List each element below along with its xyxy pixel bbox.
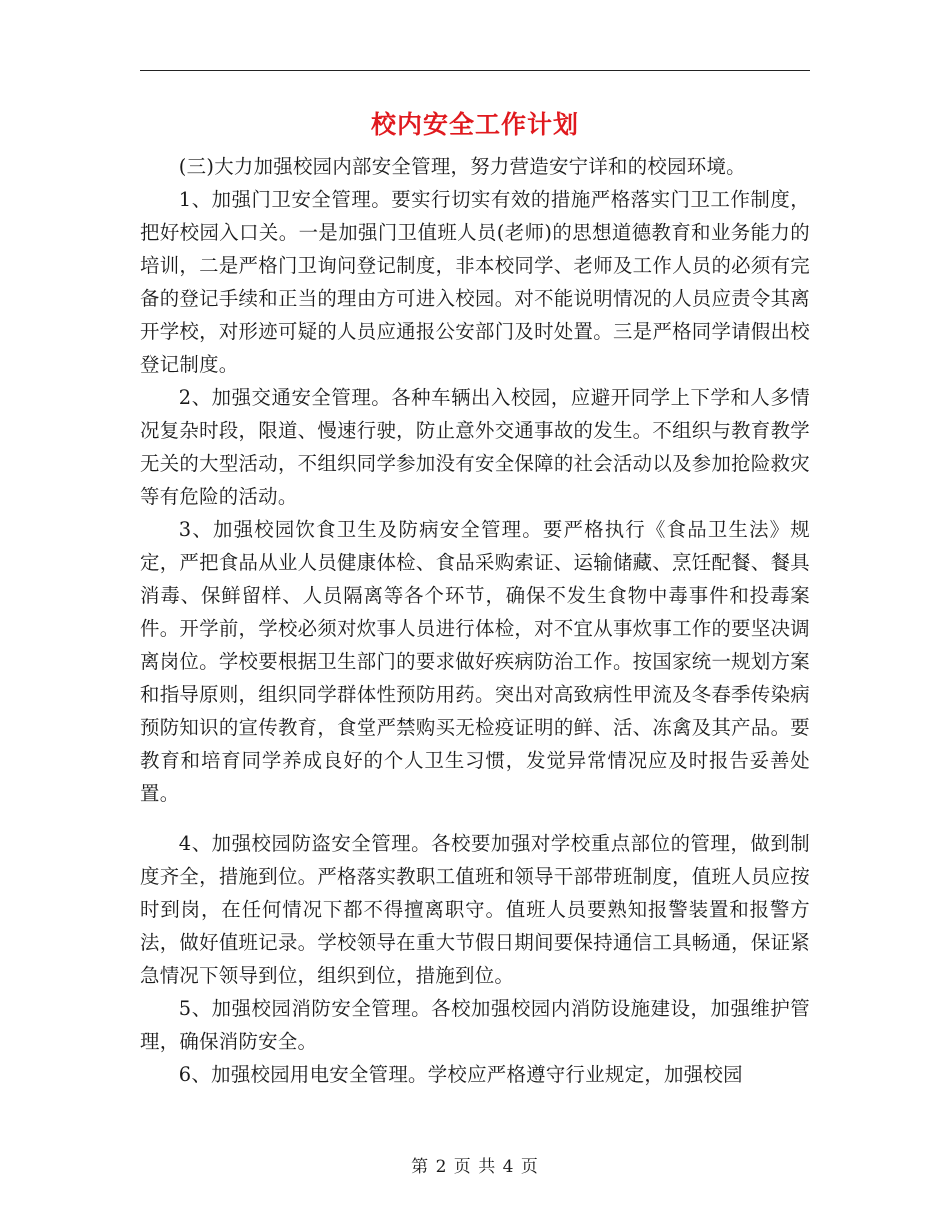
paragraph-gatekeeping: 1、加强门卫安全管理。要实行切实有效的措施严格落实门卫工作制度，把好校园入口关。一是加强门卫值班人员(老师)的思想道德教育和业务能力的培训，二是严格门卫询问登记制度，非本校同学、老师及工作人员的必须有完备的登记手续和正当的理由方可进入校园。对不能说明情况的人员应责令其离开学校，对形迹可疑的人员应通报公安部门及时处置。三是严格同学请假出校登记制度。	[140, 188, 810, 376]
paragraph-theft-prevention: 4、加强校园防盗安全管理。各校要加强对学校重点部位的管理，做到制度齐全，措施到位。严格落实教职工值班和领导干部带班制度，值班人员应按时到岗，在任何情况下都不得擅离职守。值班人员要熟知报警装置和报警方法，做好值班记录。学校领导在重大节假日期间要保持通信工具畅通，保证紧急情况下领导到位，组织到位，措施到位。	[140, 832, 810, 987]
paragraph-food-hygiene: 3、加强校园饮食卫生及防病安全管理。要严格执行《食品卫生法》规定，严把食品从业人员健康体检、食品采购索证、运输储藏、烹饪配餐、餐具消毒、保鲜留样、人员隔离等各个环节，确保不发生食物中毒事件和投毒案件。开学前，学校必须对炊事人员进行体检，对不宜从事炊事工作的要坚决调离岗位。学校要根据卫生部门的要求做好疾病防治工作。按国家统一规划方案和指导原则，组织同学群体性预防用药。突出对高致病性甲流及冬春季传染病预防知识的宣传教育，食堂严禁购买无检疫证明的鲜、活、冻禽及其产品。要教育和培育同学养成良好的个人卫生习惯，发觉异常情况应及时报告妥善处置。	[140, 518, 810, 805]
header-rule	[140, 70, 810, 71]
page-number: 第 2 页 共 4 页	[411, 1157, 539, 1177]
paragraph-traffic: 2、加强交通安全管理。各种车辆出入校园，应避开同学上下学和人多情况复杂时段，限道、慢速行驶，防止意外交通事故的发生。不组织与教育教学无关的大型活动，不组织同学参加没有安全保障的社会活动以及参加抢险救灾等有危险的活动。	[140, 386, 810, 508]
paragraph-electricity: 6、加强校园用电安全管理。学校应严格遵守行业规定，加强校园	[178, 1063, 743, 1086]
paragraph-section-3: (三)大力加强校园内部安全管理，努力营造安宁详和的校园环境。	[178, 155, 746, 178]
paragraph-fire-safety: 5、加强校园消防安全管理。各校加强校园内消防设施建设，加强维护管理，确保消防安全。	[140, 997, 810, 1053]
document-body	[140, 150, 810, 1091]
document-title: 校内安全工作计划	[370, 110, 579, 139]
